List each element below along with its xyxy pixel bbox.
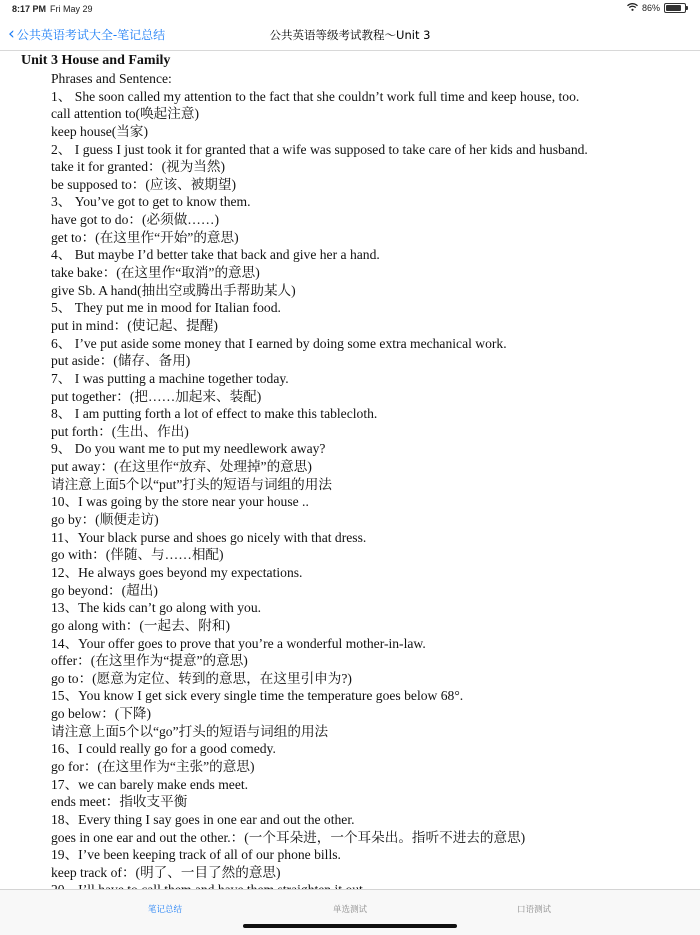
article-line: go to：(愿意为定位、转到的意思，在这里引申为?) bbox=[51, 670, 352, 686]
article-line: 11、Your black purse and shoes go nicely with that dress. bbox=[51, 529, 367, 545]
status-right bbox=[627, 3, 686, 13]
article-line: 10、I was going by the store near your house .. bbox=[51, 494, 309, 510]
article-line: 7、 I was putting a machine together today. bbox=[51, 370, 289, 386]
article-line: put in mind：(使记起、提醒) bbox=[51, 317, 218, 333]
article-line: 请注意上面5个以“put”打头的短语与词组的用法 bbox=[51, 476, 332, 492]
article-line: 15、You know I get sick every single time the temperature goes below 68°. bbox=[51, 688, 464, 704]
article-line: 6、 I’ve put aside some money that I earned by doing some extra mechanical work. bbox=[51, 335, 507, 351]
article-line: 14、Your offer goes to prove that you’re a wonderful mother-in-law. bbox=[51, 635, 426, 651]
article-line: ends meet：指收支平衡 bbox=[51, 794, 188, 810]
tab-single-choice-test[interactable]: 单选测试 bbox=[332, 905, 367, 915]
article-line: go by：(顺便走访) bbox=[51, 512, 159, 528]
article-content[interactable] bbox=[0, 51, 700, 889]
article-line: go for：(在这里作为“主张”的意思) bbox=[51, 758, 255, 774]
article-line: 5、 They put me in mood for Italian food. bbox=[51, 300, 281, 316]
battery-icon bbox=[664, 3, 686, 13]
article-line: offer：(在这里作为“提意”的意思) bbox=[51, 653, 248, 669]
article-line: put together：(把……加起来、装配) bbox=[51, 388, 262, 404]
article-title: Unit 3 House and Family bbox=[21, 53, 171, 68]
article-line: put away：(在这里作“放弃、处理掉”的意思) bbox=[51, 459, 312, 475]
battery-fill bbox=[666, 5, 681, 11]
article-line: go beyond：(超出) bbox=[51, 582, 158, 598]
back-button-label: 公共英语考试大全-笔记总结 bbox=[16, 27, 166, 42]
article-line: 18、Every thing I say goes in one ear and out the other. bbox=[51, 811, 355, 827]
status-date: Fri May 29 bbox=[50, 4, 93, 14]
status-time: 8:17 PM bbox=[12, 4, 47, 14]
tab-oral-test[interactable]: 口语测试 bbox=[516, 905, 551, 915]
article-line: 16、I could really go for a good comedy. bbox=[51, 741, 276, 757]
article-line: goes in one ear and out the other.：(一个耳朵进，一个耳朵出。指听不进去的意思) bbox=[51, 829, 526, 845]
tab-bar bbox=[0, 889, 700, 935]
article-line: put aside：(储存、备用) bbox=[51, 353, 191, 369]
article-line: put forth：(生出、作出) bbox=[51, 423, 189, 439]
article-lines bbox=[51, 70, 588, 899]
chevron-left-icon: ‹ bbox=[8, 24, 15, 44]
article-line: go along with：(一起去、附和) bbox=[51, 617, 230, 633]
tab-notes-summary[interactable]: 笔记总结 bbox=[147, 905, 182, 915]
article-line: go below：(下降) bbox=[51, 706, 152, 722]
article-line: 17、we can barely make ends meet. bbox=[51, 776, 249, 792]
article-line: go with：(伴随、与……相配) bbox=[51, 547, 224, 563]
article-line: 1、 She soon called my attention to the fact that she couldn’t work full time and keep house, too. bbox=[51, 88, 580, 104]
article-line: get to：(在这里作“开始”的意思) bbox=[51, 229, 239, 245]
article-line: 请注意上面5个以“go”打头的短语与词组的用法 bbox=[51, 723, 329, 739]
article-line: give Sb. A hand(抽出空或腾出手帮助某人) bbox=[51, 282, 296, 298]
status-bar bbox=[0, 0, 700, 20]
article-line: 3、 You’ve got to get to know them. bbox=[51, 194, 251, 210]
home-indicator bbox=[243, 924, 457, 928]
article-line: call attention to(唤起注意) bbox=[51, 106, 199, 122]
article-line: 8、 I am putting forth a lot of effect to make this tablecloth. bbox=[51, 406, 378, 422]
battery-percent: 86% bbox=[641, 3, 660, 13]
article-line: Phrases and Sentence: bbox=[51, 71, 172, 86]
article-line: have got to do：(必须做……) bbox=[51, 212, 220, 228]
page-title: 公共英语等级考试教程～Unit 3 bbox=[269, 28, 431, 42]
article-line: take it for granted：(视为当然) bbox=[51, 159, 226, 175]
article-line: 13、The kids can’t go along with you. bbox=[51, 600, 262, 616]
article-line: keep house(当家) bbox=[51, 123, 149, 139]
article-line: keep track of：(明了、一目了然的意思) bbox=[51, 864, 281, 880]
article-line: be supposed to：(应该、被期望) bbox=[51, 176, 237, 192]
article-line: take bake：(在这里作“取消”的意思) bbox=[51, 265, 260, 281]
article-line: 9、 Do you want me to put my needlework away? bbox=[51, 441, 326, 457]
article-line: 2、 I guess I just took it for granted that a wife was supposed to take care of her kids and husband. bbox=[51, 141, 588, 157]
wifi-icon bbox=[627, 3, 638, 13]
navigation-bar bbox=[0, 20, 700, 51]
article-line: 4、 But maybe I’d better take that back and give her a hand. bbox=[51, 247, 380, 263]
article-line: 19、I’ve been keeping track of all of our phone bills. bbox=[51, 847, 341, 863]
article-line: 12、He always goes beyond my expectations. bbox=[51, 564, 303, 580]
